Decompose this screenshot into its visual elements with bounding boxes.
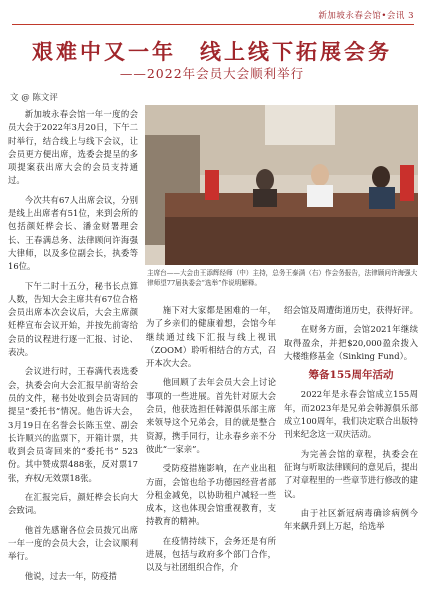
paragraph: 在疫情持续下，会务还是有所进展，包括与政府多个部门合作，以及与社团组织合作，介 bbox=[146, 535, 276, 573]
text-column-2 bbox=[146, 304, 276, 581]
paragraph: 他说，过去一年，防疫措 bbox=[24, 570, 117, 581]
paragraph: 绍会馆及周遭街道历史，获得好评。 bbox=[284, 305, 418, 315]
paragraph: 2022年是永春会馆成立155周年，而2023年是兄弟会韩源俱乐部成立100周年，我们决定联合出版特刊来纪念这一双庆活动。 bbox=[284, 389, 418, 440]
newsletter-header-text: 新加坡永春会馆•会讯 3 bbox=[318, 11, 414, 21]
paragraph: 在财务方面，会馆2021年继续取得盈余，并把$20,000盈余拨入大楼维修基金（Sinking Fund）。 bbox=[284, 324, 418, 361]
paragraph: 下午二时十五分，秘书长点算人数，告知大会主席共有67位合格会员出席本次会议后，大会主席颜妊桦宣布会议开始，并按先前寄给会员的议程进行逐一汇报、讨论、表决。 bbox=[8, 280, 138, 358]
photo-caption: 主席台——大会由王添辉经师（中）主持，总务王泰满（右）作会务报告，法律顾问许海强大律师望77届执委会“选举”作说明解释。 bbox=[147, 269, 418, 287]
text-column-3 bbox=[284, 304, 418, 539]
paragraph: 今次共有67人出席会议，分别是线上出席者有51位，来到会所的包括颜妊桦会长、潘金财署理会长、王春满总务、法律顾问许海强大律师，以及多位副会长，执委等 16位。 bbox=[8, 194, 138, 272]
article-title: 艰难中又一年 线上线下拓展会务 bbox=[32, 39, 392, 64]
article-subtitle: ——2022年会员大会顺利举行 bbox=[119, 66, 305, 81]
paragraph: 由于社区新冠病毒确诊病例今年来飙升到上万起，给选举 bbox=[284, 507, 418, 532]
meeting-photo bbox=[145, 105, 418, 265]
paragraph: 在汇报完后，颜妊桦会长向大会致词。 bbox=[8, 492, 138, 516]
paragraph: 为完善会馆的章程，执委会在征询与听取法律顾问的意见后，提出了对章程里的一些章节进行修改的建议。 bbox=[284, 448, 418, 499]
paragraph: 他首先感谢各位会员拨冗出席一年一度的会员大会，让会议顺利举行。 bbox=[8, 524, 138, 562]
paragraph: 会议进行时，王春满代表选委会，执委会向大会汇报早前寄给会员的文件，秘书处收到会员寄回的提呈“委托书”情况。他告诉大会，3月19日在名誉会长陈玉堂、副会长许顺兴的监票下，开箱计票，共收到会员寄回来的“委托书” 523份。其中赞成票488张，反对票17张，弃权/无效票18张。 bbox=[8, 366, 138, 483]
paragraph: 新加坡永春会馆一年一度的会员大会于2022年3月20日，下午二时举行，结合线上与线下会议，让会员更方便出席，选委会提呈的多项提案获出席大会的会员支持通过。 bbox=[8, 109, 138, 186]
paragraph: 受防疫措施影响，在产业出租方面，会馆也给予功德园经营者部分租金减免，以协助租户减轻一些成本，这也体现会馆重视教育，支持教育的精神。 bbox=[146, 463, 276, 527]
paragraph: 施下对大家都是困难的一年，为了乡亲们的健康着想，会馆今年继续通过线下汇报与线上视讯（ZOOM）聆听相结合的方式，召开本次大会。 bbox=[146, 305, 276, 369]
header-divider bbox=[12, 24, 414, 25]
byline: 文 @ 陈文评 bbox=[10, 93, 58, 103]
section-heading: 筹备155周年活动 bbox=[308, 369, 394, 382]
text-column-1 bbox=[8, 108, 138, 589]
paragraph: 他回顾了去年会员大会上讨论事项的一些进展。首先针对原大会会员，他获选担任韩源俱乐部主席来领导这个兄弟会，目的就是整合资源，携手同行，让永春乡亲不分彼此“一家亲”。 bbox=[146, 377, 276, 454]
page-header bbox=[0, 0, 424, 28]
